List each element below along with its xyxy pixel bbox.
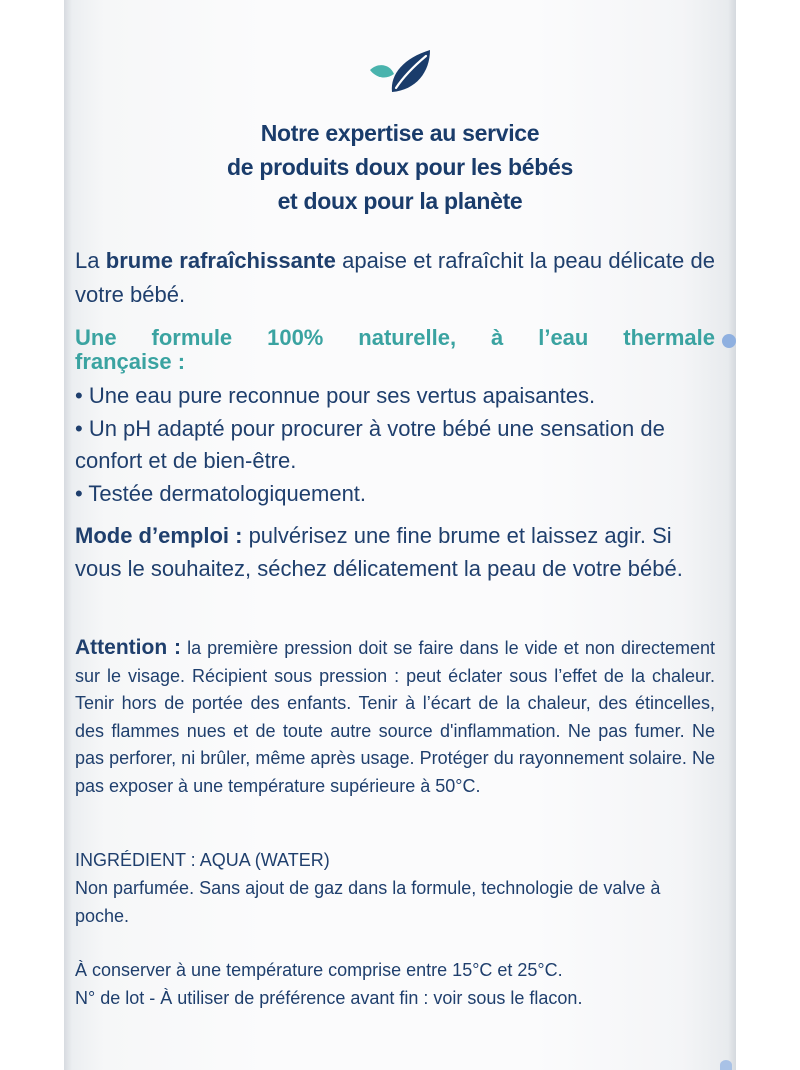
warning-label: Attention : [75, 636, 182, 659]
decorative-dot-bottom [720, 1060, 732, 1070]
storage-block [75, 956, 715, 1012]
ingredients-line: INGRÉDIENT : AQUA (WATER) [75, 850, 330, 870]
intro-paragraph [75, 244, 715, 312]
bottle-edge-left [64, 0, 72, 1070]
formula-title-line-1: Une formule 100% naturelle, à l’eau thermale [75, 325, 715, 350]
ingredients-block [75, 846, 715, 930]
usage-label: Mode d’emploi : [75, 523, 243, 548]
formula-bullets [75, 380, 715, 510]
intro-text: apaise et rafraîchit la peau délicate de votre bébé. [75, 248, 715, 307]
leaf-icon [368, 48, 432, 96]
heading-line-3: et doux pour la planète [277, 188, 523, 214]
intro-product-name: brume rafraîchissante [105, 248, 336, 273]
bullet-item: • Testée dermatologiquement. [75, 480, 367, 506]
heading [120, 116, 680, 218]
usage-paragraph [75, 520, 715, 585]
decorative-dot [722, 334, 736, 348]
heading-line-1: Notre expertise au service [260, 120, 540, 146]
bottle-edge-right [728, 0, 736, 1070]
usage-text: pulvérisez une fine brume et laissez agir. Si vous le souhaitez, séchez délicatement la peau de votre bébé. [75, 523, 683, 581]
warning-text: la première pression doit se faire dans le vide et non directement sur le visage. Récipient sous pression : peut éclater sous l’effet de la chaleur. Tenir hors de portée des enfants. Tenir à l’écart de la chaleur, des étincelles, des flammes nues et de toute autre source d'inflammation. Ne pas fumer. Ne pas perforer, ni brûler, même après usage. Protéger du rayonnement solaire. Ne pas exposer à une température supérieure à 50°C. [75, 638, 715, 796]
storage-line: À conserver à une température comprise entre 15°C et 25°C. [75, 960, 563, 980]
formula-title-line-2: française : [75, 349, 186, 374]
heading-line-2: de produits doux pour les bébés [227, 154, 573, 180]
warning-paragraph [75, 634, 715, 800]
intro-prefix: La [75, 248, 106, 273]
formula-title-2 [75, 348, 715, 376]
bullet-item: • Un pH adapté pour procurer à votre bébé une sensation de confort et de bien-être. [75, 415, 665, 473]
bullet-item: • Une eau pure reconnue pour ses vertus apaisantes. [75, 383, 596, 408]
lot-line: N° de lot - À utiliser de préférence avant fin : voir sous le flacon. [75, 988, 583, 1008]
ingredients-note: Non parfumée. Sans ajout de gaz dans la formule, technologie de valve à poche. [75, 878, 661, 926]
